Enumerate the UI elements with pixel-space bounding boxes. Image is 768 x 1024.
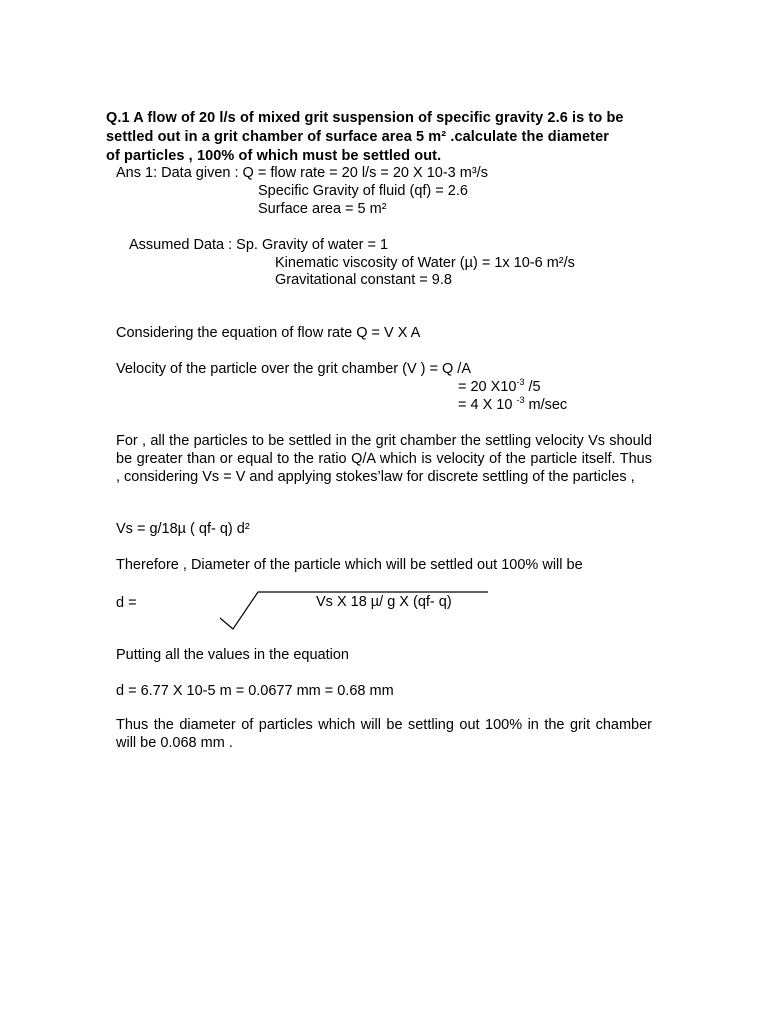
question-line-1: Q.1 A flow of 20 l/s of mixed grit suspension of specific gravity 2.6 is to be <box>106 110 624 126</box>
diameter-expression: Vs X 18 µ/ g X (qf- q) <box>316 594 452 610</box>
flow-rate-equation: Considering the equation of flow rate Q = V X A <box>116 325 421 341</box>
putting-values-line: Putting all the values in the equation <box>116 647 349 663</box>
question-line-3: of particles , 100% of which must be settled out. <box>106 148 442 164</box>
assumed-viscosity: Kinematic viscosity of Water (µ) = 1x 10-6 m²/s <box>275 255 575 271</box>
assumed-data-line: Assumed Data : Sp. Gravity of water = 1 <box>129 237 389 253</box>
therefore-line: Therefore , Diameter of the particle which will be settled out 100% will be <box>116 557 583 573</box>
data-given-line: Ans 1: Data given : Q = flow rate = 20 l/s = 20 X 10-3 m³/s <box>116 165 488 181</box>
velocity-step-2: = 4 X 10 $^{-3}$ m/sec <box>458 395 568 413</box>
diameter-label: d = <box>116 595 137 611</box>
question-line-2: settled out in a grit chamber of surface area 5 m² .calculate the diameter <box>106 129 609 145</box>
result-line: d = 6.77 X 10-5 m = 0.0677 mm = 0.68 mm <box>116 683 394 699</box>
velocity-step-1: = 20 $X10^{-3}$ /5 <box>458 377 541 395</box>
given-surface-area: Surface area = 5 m² <box>258 201 387 217</box>
velocity-line: Velocity of the particle over the grit chamber (V ) = Q /A <box>116 361 472 377</box>
conclusion-paragraph: Thus the diameter of particles which will be settling out 100% in the grit chamber will be 0.068 mm . <box>116 717 652 751</box>
assumed-gravity: Gravitational constant = 9.8 <box>275 272 452 288</box>
given-specific-gravity: Specific Gravity of fluid (qf) = 2.6 <box>258 183 468 199</box>
settling-paragraph: For , all the particles to be settled in the grit chamber the settling velocity Vs should be greater than or equal to the ratio Q/A which is velocity of the particle itself. Thus , considering Vs = V and applying stokes’law for discrete settling of the particles , <box>116 433 652 485</box>
stokes-law-equation: Vs = g/18µ ( qf- q) d² <box>116 521 250 537</box>
